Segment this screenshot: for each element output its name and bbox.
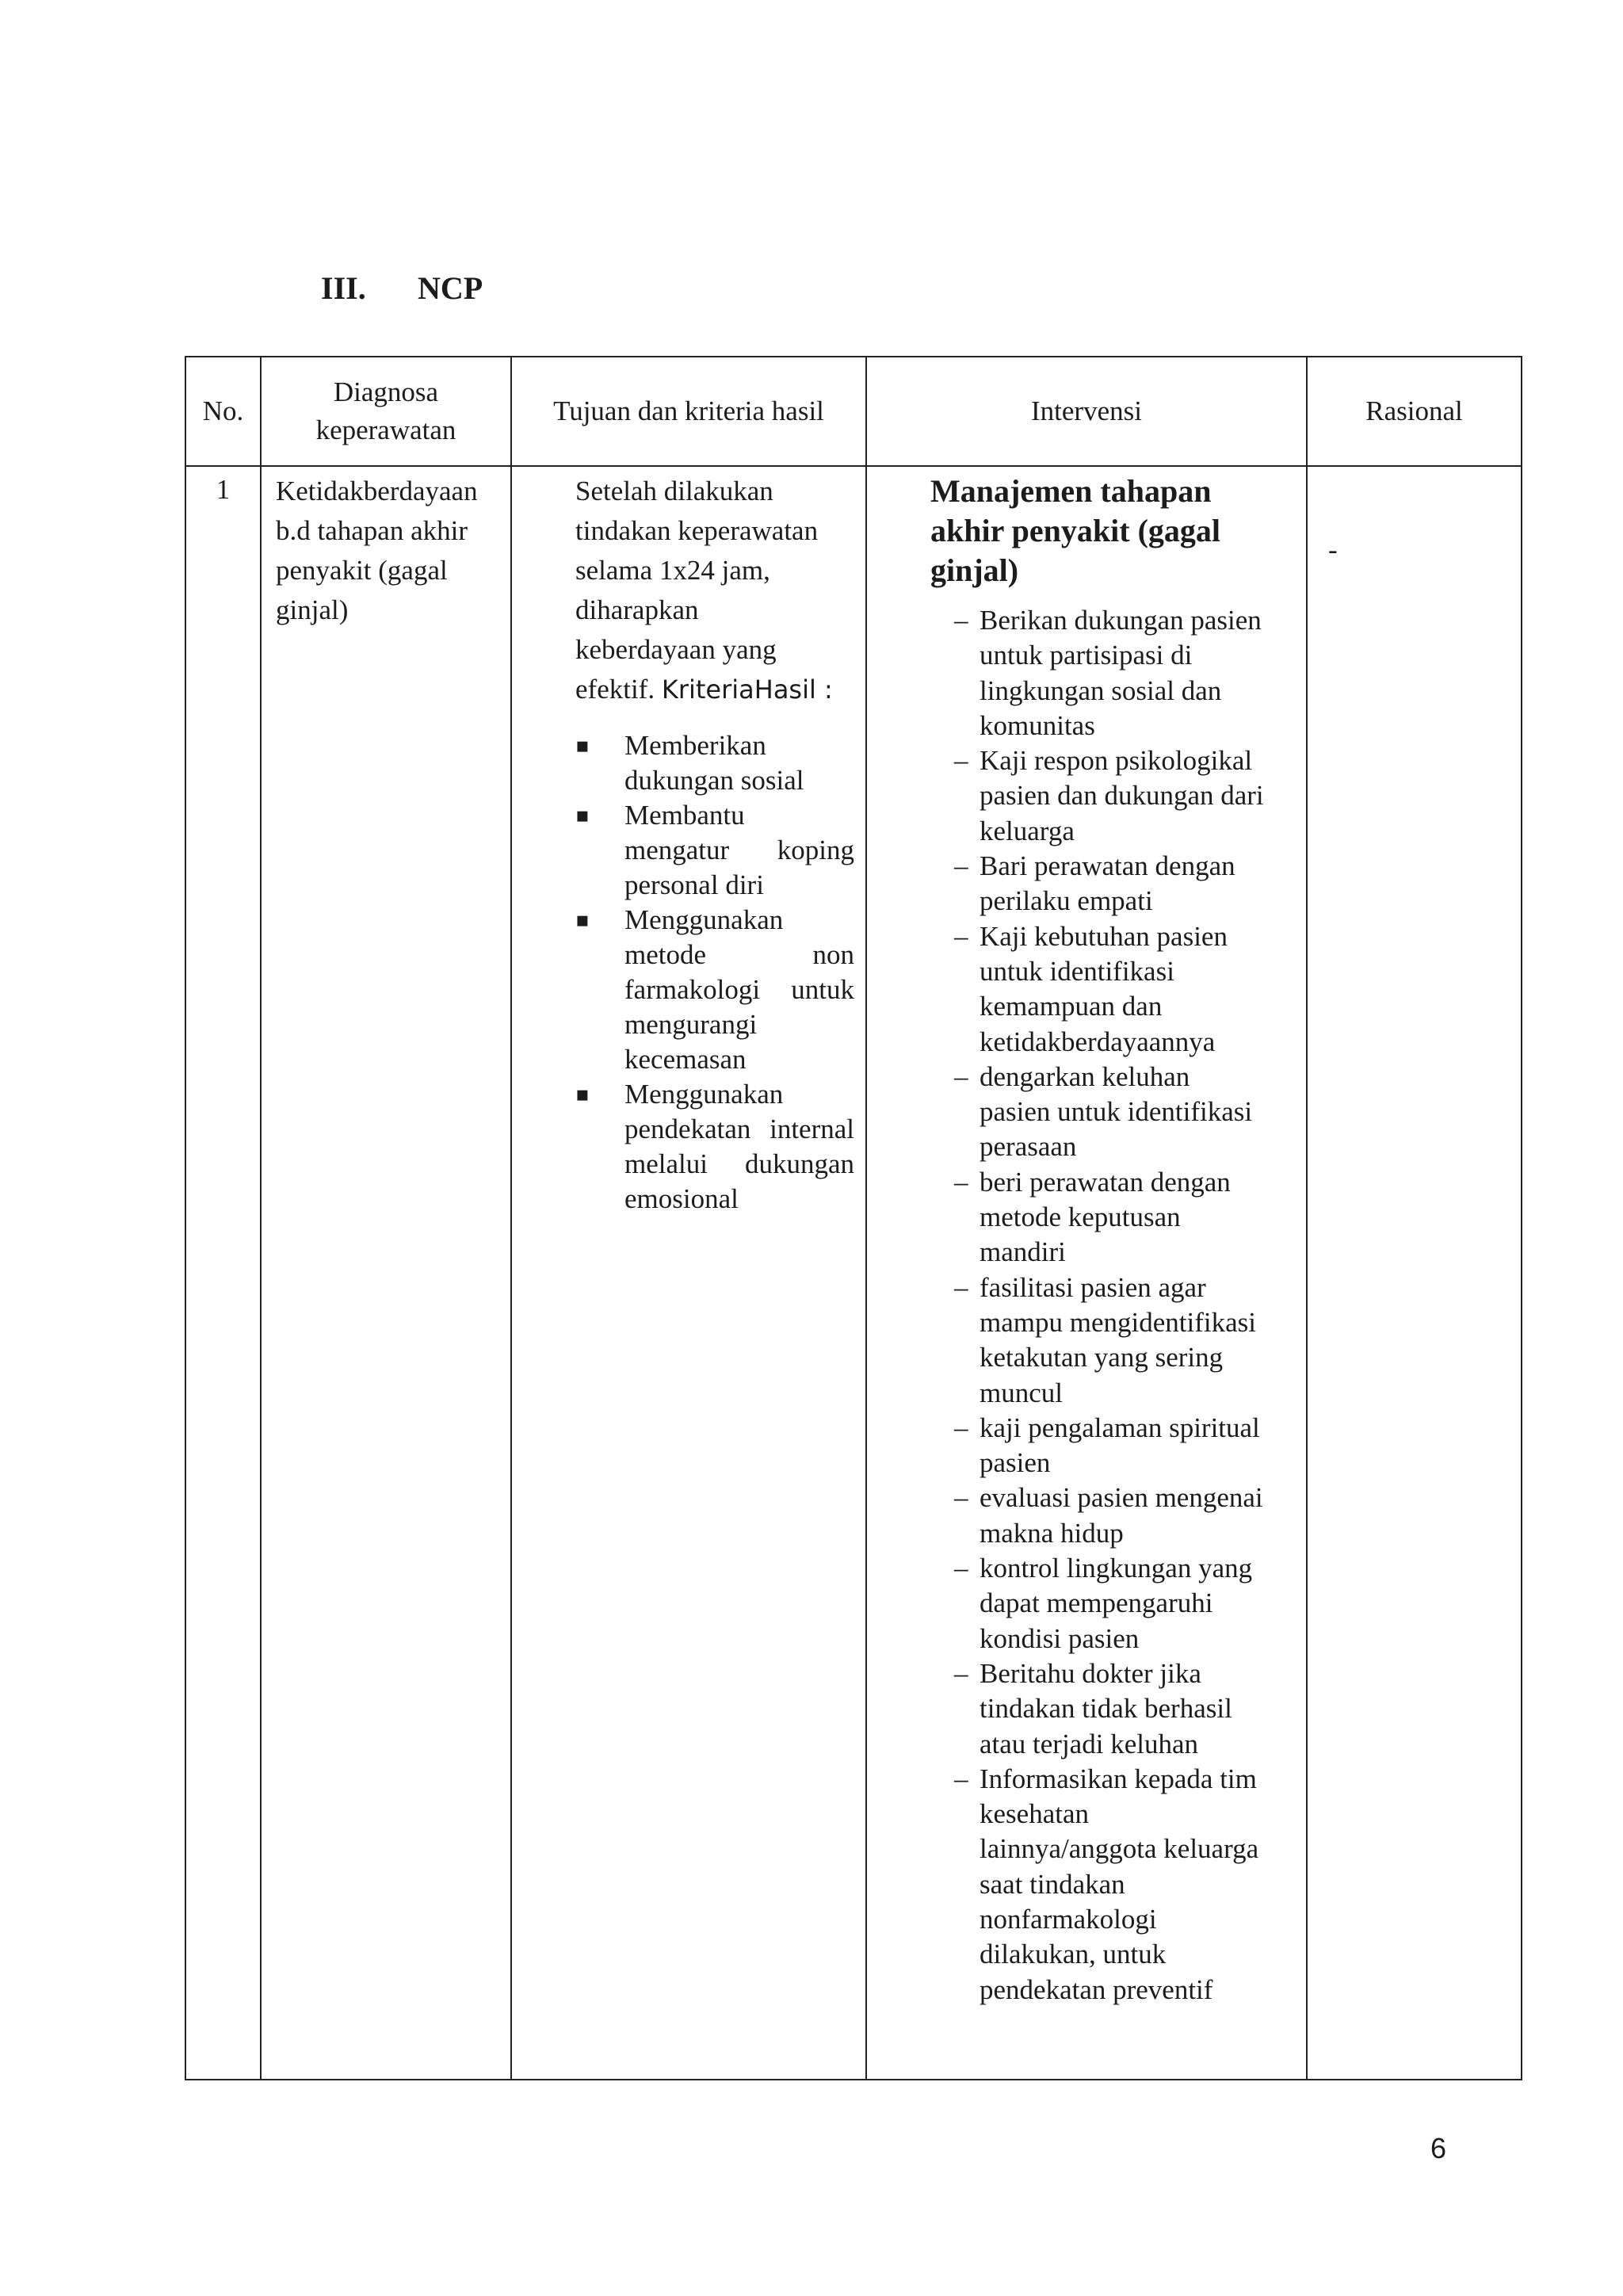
kriteria-item: ▪ Menggunakan pendekatan internal melalui dukungan emosional — [575, 1077, 854, 1217]
intervensi-item-line: – kaji pengalaman spiritual — [980, 1412, 1260, 1443]
diagnosa-line: Ketidakberdayaan — [276, 476, 478, 506]
ncp-table — [185, 356, 1522, 2080]
section-number: III. — [321, 270, 366, 306]
intervensi-item-line: – Bari perawatan dengan — [980, 850, 1235, 882]
intervensi-item-line: dilakukan, untuk — [980, 1939, 1167, 1970]
intervensi-item-line: pendekatan preventif — [980, 1973, 1213, 2005]
intervensi-item-line: – kontrol lingkungan yang — [980, 1553, 1253, 1584]
header-tujuan: Tujuan dan kriteria hasil — [511, 357, 866, 466]
intervensi-item-line: lingkungan sosial dan — [980, 674, 1222, 706]
intervensi-item — [930, 1411, 1295, 1481]
diagnosa-line: penyakit (gagal — [276, 555, 448, 586]
header-diagnosa — [261, 357, 511, 466]
rasional-cell: - — [1307, 466, 1522, 2080]
intervensi-item — [930, 1480, 1295, 1551]
intervensi-item-line: pasien — [980, 1447, 1051, 1479]
intervensi-item-line: muncul — [980, 1377, 1063, 1408]
intervensi-item-line: perilaku empati — [980, 885, 1153, 917]
intervensi-item-line: saat tindakan — [980, 1868, 1125, 1900]
intervensi-item-line: komunitas — [980, 709, 1095, 741]
intervensi-item-line: perasaan — [980, 1131, 1077, 1163]
intervensi-item-line: untuk identifikasi — [980, 955, 1174, 987]
intervensi-item-line: mandiri — [980, 1236, 1066, 1268]
intervensi-item-line: kondisi pasien — [980, 1622, 1140, 1654]
diagnosa-line: b.d tahapan akhir — [276, 515, 468, 546]
intervensi-item — [930, 1656, 1295, 1762]
intervensi-item-line: keluarga — [980, 815, 1075, 846]
diagnosa-line: ginjal) — [276, 594, 349, 625]
header-diagnosa-line1: Diagnosa — [333, 376, 439, 407]
tujuan-intro — [575, 472, 854, 709]
intervensi-item — [930, 919, 1295, 1060]
intervensi-item-line: nonfarmakologi — [980, 1903, 1157, 1935]
tujuan-line-last — [575, 670, 854, 709]
header-no: No. — [185, 357, 261, 466]
kriteria-item: ▪ Memberikan dukungan sosial — [575, 728, 854, 798]
kriteria-label: KriteriaHasil : — [661, 674, 833, 705]
intervensi-item-line: – Kaji respon psikologikal — [980, 745, 1253, 777]
intervensi-item-line: tindakan tidak berhasil — [980, 1693, 1232, 1725]
intervensi-item-line: – fasilitasi pasien agar — [980, 1271, 1206, 1303]
page-number: 6 — [1430, 2132, 1447, 2164]
intervensi-item-line: – evaluasi pasien mengenai — [980, 1482, 1263, 1514]
table-row — [185, 466, 1522, 2080]
diagnosa-cell — [261, 466, 511, 2080]
intervensi-item-line: pasien untuk identifikasi — [980, 1096, 1253, 1128]
kriteria-item: ▪ Menggunakan metode non farmakologi untuk mengurangi kecemasan — [575, 903, 854, 1077]
tujuan-cell — [511, 466, 866, 2080]
row-number: 1 — [185, 466, 261, 2080]
intervensi-item-line: – Informasikan kepada tim — [980, 1763, 1257, 1794]
intervensi-item-line: mampu mengidentifikasi — [980, 1306, 1256, 1338]
intervensi-cell — [866, 466, 1307, 2080]
header-intervensi: Intervensi — [866, 357, 1307, 466]
intervensi-item-line: ketakutan yang sering — [980, 1342, 1224, 1373]
header-diagnosa-line2: keperawatan — [315, 415, 456, 445]
section-title: NCP — [418, 270, 483, 306]
intervensi-item-line: – Beritahu dokter jika — [980, 1657, 1201, 1689]
intervensi-item-line: dapat mempengaruhi — [980, 1587, 1213, 1619]
tujuan-line: diharapkan — [575, 594, 699, 625]
intervensi-item-line: – Kaji kebutuhan pasien — [980, 920, 1228, 952]
intervensi-item-line: – dengarkan keluhan — [980, 1060, 1190, 1092]
intervensi-item-line: kesehatan — [980, 1798, 1089, 1830]
intervensi-item-line: untuk partisipasi di — [980, 640, 1193, 671]
section-heading — [321, 269, 483, 307]
intervensi-item-line: – Berikan dukungan pasien — [980, 605, 1262, 636]
intervensi-item — [930, 1270, 1295, 1411]
intervensi-item-line: lainnya/anggota keluarga — [980, 1833, 1259, 1865]
kriteria-item: ▪ Membantu mengatur koping personal diri — [575, 798, 854, 903]
intervensi-title-line: akhir penyakit (gagal — [930, 513, 1220, 548]
intervensi-item-line: atau terjadi keluhan — [980, 1728, 1198, 1759]
tujuan-line: selama 1x24 jam, — [575, 555, 770, 586]
header-rasional: Rasional — [1307, 357, 1522, 466]
intervensi-item — [930, 1165, 1295, 1270]
tujuan-line: tindakan keperawatan — [575, 515, 819, 546]
intervensi-title-line: Manajemen tahapan — [930, 473, 1212, 509]
intervensi-item-line: kemampuan dan — [980, 991, 1163, 1022]
intervensi-title-line: ginjal) — [930, 552, 1019, 588]
intervensi-item — [930, 849, 1295, 919]
intervensi-item-line: – beri perawatan dengan — [980, 1166, 1231, 1198]
intervensi-item — [930, 1060, 1295, 1165]
intervensi-item — [930, 1551, 1295, 1656]
intervensi-title — [930, 472, 1295, 590]
intervensi-item — [930, 1762, 1295, 2008]
intervensi-list — [930, 603, 1295, 2008]
intervensi-item — [930, 603, 1295, 743]
tujuan-last-word: efektif. — [575, 674, 655, 705]
kriteria-list — [575, 728, 854, 1217]
intervensi-item — [930, 743, 1295, 849]
intervensi-item-line: makna hidup — [980, 1517, 1124, 1549]
table-header-row — [185, 357, 1522, 466]
intervensi-item-line: pasien dan dukungan dari — [980, 780, 1264, 812]
tujuan-line: Setelah dilakukan — [575, 476, 773, 506]
tujuan-line: keberdayaan yang — [575, 634, 777, 665]
intervensi-item-line: ketidakberdayaannya — [980, 1026, 1216, 1057]
intervensi-item-line: metode keputusan — [980, 1201, 1181, 1233]
